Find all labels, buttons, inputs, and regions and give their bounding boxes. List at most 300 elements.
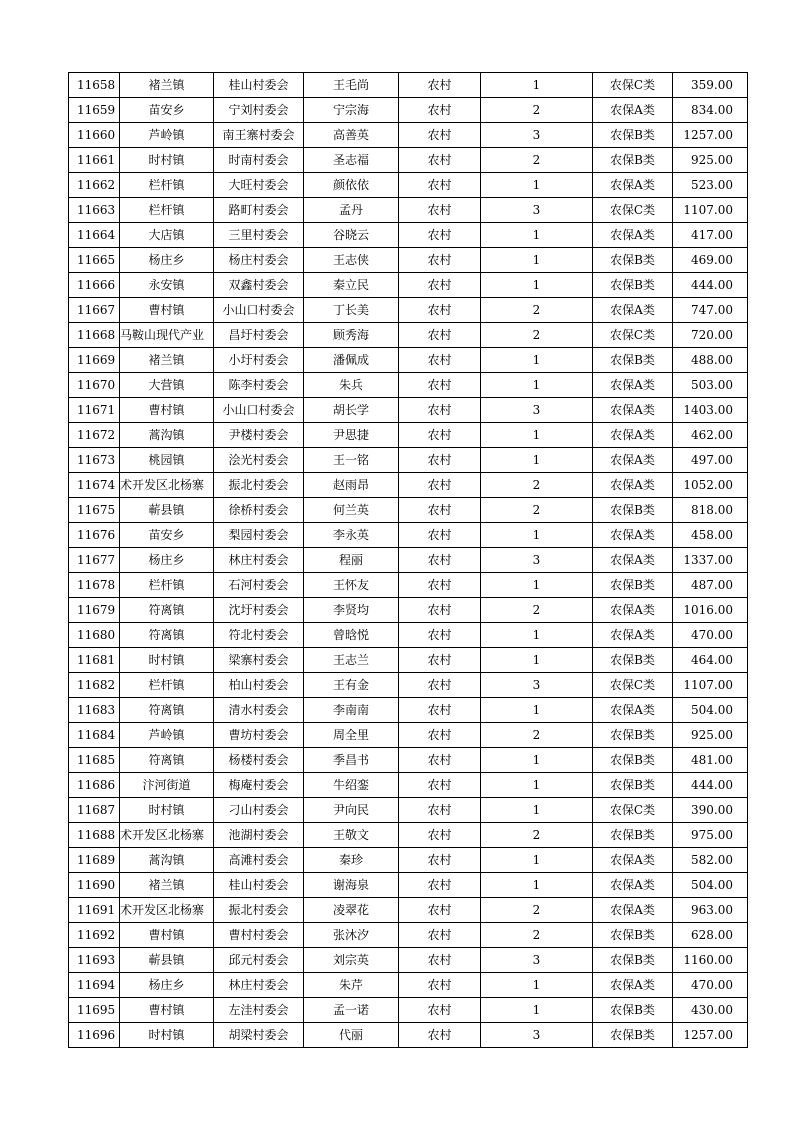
amount-cell: 488.00 [673, 348, 748, 373]
record-id-cell: 11661 [69, 148, 120, 173]
table-row [69, 248, 748, 273]
area-type-cell: 农村 [399, 123, 481, 148]
person-name-cell: 王有金 [304, 673, 399, 698]
village-committee-cell: 杨庄村委会 [214, 248, 304, 273]
person-name-cell: 潘佩成 [304, 348, 399, 373]
record-id-cell: 11672 [69, 423, 120, 448]
town-cell: 杨庄乡 [120, 973, 214, 998]
record-id-cell: 11663 [69, 198, 120, 223]
insurance-category-cell: 农保C类 [593, 673, 673, 698]
table-row [69, 1023, 748, 1048]
record-id-cell: 11677 [69, 548, 120, 573]
area-type-cell: 农村 [399, 798, 481, 823]
person-name-cell: 朱芹 [304, 973, 399, 998]
insurance-category-cell: 农保B类 [593, 823, 673, 848]
table-row [69, 348, 748, 373]
record-id-cell: 11658 [69, 73, 120, 98]
household-count-cell: 1 [481, 748, 593, 773]
village-committee-cell: 沈圩村委会 [214, 598, 304, 623]
record-id-cell: 11682 [69, 673, 120, 698]
town-cell: 蒿沟镇 [120, 423, 214, 448]
amount-cell: 444.00 [673, 273, 748, 298]
table-row [69, 573, 748, 598]
household-count-cell: 1 [481, 448, 593, 473]
village-committee-cell: 三里村委会 [214, 223, 304, 248]
household-count-cell: 1 [481, 848, 593, 873]
household-count-cell: 2 [481, 598, 593, 623]
village-committee-cell: 杨楼村委会 [214, 748, 304, 773]
area-type-cell: 农村 [399, 698, 481, 723]
area-type-cell: 农村 [399, 723, 481, 748]
table-row [69, 673, 748, 698]
person-name-cell: 曾晗悦 [304, 623, 399, 648]
area-type-cell: 农村 [399, 298, 481, 323]
area-type-cell: 农村 [399, 948, 481, 973]
record-id-cell: 11670 [69, 373, 120, 398]
town-cell: 蕲县镇 [120, 498, 214, 523]
village-committee-cell: 路町村委会 [214, 198, 304, 223]
household-count-cell: 2 [481, 898, 593, 923]
village-committee-cell: 大旺村委会 [214, 173, 304, 198]
household-count-cell: 1 [481, 273, 593, 298]
insurance-category-cell: 农保B类 [593, 148, 673, 173]
person-name-cell: 代丽 [304, 1023, 399, 1048]
table-row [69, 123, 748, 148]
record-id-cell: 11665 [69, 248, 120, 273]
person-name-cell: 王敬文 [304, 823, 399, 848]
table-row [69, 648, 748, 673]
town-cell: 芦岭镇 [120, 723, 214, 748]
table-row [69, 548, 748, 573]
insurance-category-cell: 农保B类 [593, 773, 673, 798]
town-cell: 符离镇 [120, 698, 214, 723]
amount-cell: 469.00 [673, 248, 748, 273]
village-committee-cell: 小圩村委会 [214, 348, 304, 373]
table-row [69, 423, 748, 448]
area-type-cell: 农村 [399, 173, 481, 198]
person-name-cell: 周全里 [304, 723, 399, 748]
town-cell: 苗安乡 [120, 98, 214, 123]
insurance-category-cell: 农保B类 [593, 748, 673, 773]
insurance-category-cell: 农保A类 [593, 898, 673, 923]
record-id-cell: 11687 [69, 798, 120, 823]
amount-cell: 430.00 [673, 998, 748, 1023]
area-type-cell: 农村 [399, 248, 481, 273]
amount-cell: 444.00 [673, 773, 748, 798]
household-count-cell: 1 [481, 623, 593, 648]
town-cell: 符离镇 [120, 623, 214, 648]
person-name-cell: 赵雨昂 [304, 473, 399, 498]
table-row [69, 873, 748, 898]
area-type-cell: 农村 [399, 973, 481, 998]
insurance-category-cell: 农保B类 [593, 348, 673, 373]
town-cell: 桃园镇 [120, 448, 214, 473]
person-name-cell: 谷晓云 [304, 223, 399, 248]
area-type-cell: 农村 [399, 498, 481, 523]
table-row [69, 498, 748, 523]
amount-cell: 1257.00 [673, 123, 748, 148]
record-id-cell: 11693 [69, 948, 120, 973]
area-type-cell: 农村 [399, 473, 481, 498]
household-count-cell: 3 [481, 548, 593, 573]
town-cell: 芦岭镇 [120, 123, 214, 148]
town-cell: 马鞍山现代产业 [120, 323, 214, 348]
amount-cell: 628.00 [673, 923, 748, 948]
amount-cell: 470.00 [673, 973, 748, 998]
town-cell: 大店镇 [120, 223, 214, 248]
amount-cell: 481.00 [673, 748, 748, 773]
village-committee-cell: 邱元村委会 [214, 948, 304, 973]
table-row [69, 898, 748, 923]
area-type-cell: 农村 [399, 923, 481, 948]
town-cell: 时村镇 [120, 1023, 214, 1048]
table-row [69, 998, 748, 1023]
record-id-cell: 11666 [69, 273, 120, 298]
household-count-cell: 2 [481, 498, 593, 523]
household-count-cell: 1 [481, 973, 593, 998]
person-name-cell: 孟丹 [304, 198, 399, 223]
area-type-cell: 农村 [399, 98, 481, 123]
insurance-category-cell: 农保A类 [593, 598, 673, 623]
village-committee-cell: 昌圩村委会 [214, 323, 304, 348]
household-count-cell: 1 [481, 648, 593, 673]
record-id-cell: 11667 [69, 298, 120, 323]
town-cell: 符离镇 [120, 748, 214, 773]
record-id-cell: 11674 [69, 473, 120, 498]
table-row [69, 223, 748, 248]
record-id-cell: 11660 [69, 123, 120, 148]
area-type-cell: 农村 [399, 73, 481, 98]
insurance-category-cell: 农保A类 [593, 973, 673, 998]
village-committee-cell: 曹坊村委会 [214, 723, 304, 748]
person-name-cell: 程丽 [304, 548, 399, 573]
record-id-cell: 11692 [69, 923, 120, 948]
area-type-cell: 农村 [399, 198, 481, 223]
amount-cell: 925.00 [673, 723, 748, 748]
town-cell: 栏杆镇 [120, 673, 214, 698]
table-row [69, 198, 748, 223]
table-row [69, 798, 748, 823]
town-cell: 苗安乡 [120, 523, 214, 548]
household-count-cell: 1 [481, 173, 593, 198]
village-committee-cell: 桂山村委会 [214, 873, 304, 898]
town-cell: 曹村镇 [120, 923, 214, 948]
insurance-category-cell: 农保A类 [593, 423, 673, 448]
person-name-cell: 王一铭 [304, 448, 399, 473]
amount-cell: 458.00 [673, 523, 748, 548]
area-type-cell: 农村 [399, 148, 481, 173]
insurance-category-cell: 农保B类 [593, 923, 673, 948]
town-cell: 蒿沟镇 [120, 848, 214, 873]
area-type-cell: 农村 [399, 773, 481, 798]
area-type-cell: 农村 [399, 998, 481, 1023]
town-cell: 术开发区北杨寨 [120, 823, 214, 848]
town-cell: 褚兰镇 [120, 348, 214, 373]
area-type-cell: 农村 [399, 223, 481, 248]
village-committee-cell: 符北村委会 [214, 623, 304, 648]
record-id-cell: 11678 [69, 573, 120, 598]
village-committee-cell: 梁寨村委会 [214, 648, 304, 673]
person-name-cell: 颜依依 [304, 173, 399, 198]
record-id-cell: 11664 [69, 223, 120, 248]
record-id-cell: 11689 [69, 848, 120, 873]
amount-cell: 504.00 [673, 698, 748, 723]
area-type-cell: 农村 [399, 523, 481, 548]
record-id-cell: 11684 [69, 723, 120, 748]
table-row [69, 273, 748, 298]
record-id-cell: 11683 [69, 698, 120, 723]
town-cell: 术开发区北杨寨 [120, 898, 214, 923]
amount-cell: 523.00 [673, 173, 748, 198]
area-type-cell: 农村 [399, 748, 481, 773]
town-cell: 时村镇 [120, 798, 214, 823]
record-id-cell: 11681 [69, 648, 120, 673]
record-id-cell: 11659 [69, 98, 120, 123]
area-type-cell: 农村 [399, 648, 481, 673]
area-type-cell: 农村 [399, 423, 481, 448]
household-count-cell: 2 [481, 298, 593, 323]
amount-cell: 747.00 [673, 298, 748, 323]
person-name-cell: 谢海泉 [304, 873, 399, 898]
insurance-category-cell: 农保A类 [593, 523, 673, 548]
person-name-cell: 牛绍銮 [304, 773, 399, 798]
person-name-cell: 宁宗海 [304, 98, 399, 123]
village-committee-cell: 曹村村委会 [214, 923, 304, 948]
person-name-cell: 丁长美 [304, 298, 399, 323]
amount-cell: 1052.00 [673, 473, 748, 498]
insurance-category-cell: 农保B类 [593, 723, 673, 748]
area-type-cell: 农村 [399, 673, 481, 698]
record-id-cell: 11680 [69, 623, 120, 648]
amount-cell: 720.00 [673, 323, 748, 348]
amount-cell: 504.00 [673, 873, 748, 898]
town-cell: 蕲县镇 [120, 948, 214, 973]
amount-cell: 1107.00 [673, 673, 748, 698]
area-type-cell: 农村 [399, 898, 481, 923]
town-cell: 杨庄乡 [120, 248, 214, 273]
insurance-category-cell: 农保A类 [593, 398, 673, 423]
town-cell: 汴河街道 [120, 773, 214, 798]
area-type-cell: 农村 [399, 623, 481, 648]
amount-cell: 963.00 [673, 898, 748, 923]
village-committee-cell: 梨园村委会 [214, 523, 304, 548]
household-count-cell: 1 [481, 348, 593, 373]
area-type-cell: 农村 [399, 373, 481, 398]
table-row [69, 98, 748, 123]
person-name-cell: 王志侠 [304, 248, 399, 273]
table-row [69, 398, 748, 423]
table-row [69, 748, 748, 773]
person-name-cell: 李南南 [304, 698, 399, 723]
area-type-cell: 农村 [399, 323, 481, 348]
person-name-cell: 胡长学 [304, 398, 399, 423]
insurance-category-cell: 农保C类 [593, 798, 673, 823]
record-id-cell: 11691 [69, 898, 120, 923]
table-row [69, 973, 748, 998]
village-committee-cell: 左洼村委会 [214, 998, 304, 1023]
household-count-cell: 1 [481, 423, 593, 448]
village-committee-cell: 双鑫村委会 [214, 273, 304, 298]
person-name-cell: 张沐汐 [304, 923, 399, 948]
person-name-cell: 季昌书 [304, 748, 399, 773]
household-count-cell: 2 [481, 823, 593, 848]
table-row [69, 298, 748, 323]
insurance-category-cell: 农保A类 [593, 873, 673, 898]
insurance-category-cell: 农保A类 [593, 173, 673, 198]
household-count-cell: 1 [481, 373, 593, 398]
household-count-cell: 1 [481, 998, 593, 1023]
village-committee-cell: 林庄村委会 [214, 548, 304, 573]
table-row [69, 173, 748, 198]
household-count-cell: 3 [481, 948, 593, 973]
person-name-cell: 王毛尚 [304, 73, 399, 98]
table-row [69, 948, 748, 973]
area-type-cell: 农村 [399, 448, 481, 473]
village-committee-cell: 浍光村委会 [214, 448, 304, 473]
insurance-category-cell: 农保B类 [593, 1023, 673, 1048]
town-cell: 褚兰镇 [120, 873, 214, 898]
insurance-category-cell: 农保C类 [593, 198, 673, 223]
village-committee-cell: 陈李村委会 [214, 373, 304, 398]
amount-cell: 834.00 [673, 98, 748, 123]
area-type-cell: 农村 [399, 848, 481, 873]
amount-cell: 1107.00 [673, 198, 748, 223]
record-id-cell: 11671 [69, 398, 120, 423]
table-row [69, 623, 748, 648]
area-type-cell: 农村 [399, 273, 481, 298]
area-type-cell: 农村 [399, 398, 481, 423]
household-count-cell: 3 [481, 398, 593, 423]
insurance-category-cell: 农保C类 [593, 323, 673, 348]
table-row [69, 323, 748, 348]
insurance-category-cell: 农保C类 [593, 73, 673, 98]
amount-cell: 1337.00 [673, 548, 748, 573]
household-count-cell: 2 [481, 323, 593, 348]
person-name-cell: 孟一诺 [304, 998, 399, 1023]
record-id-cell: 11695 [69, 998, 120, 1023]
village-committee-cell: 小山口村委会 [214, 398, 304, 423]
town-cell: 杨庄乡 [120, 548, 214, 573]
record-id-cell: 11675 [69, 498, 120, 523]
household-count-cell: 2 [481, 148, 593, 173]
town-cell: 时村镇 [120, 148, 214, 173]
table-row [69, 698, 748, 723]
village-committee-cell: 振北村委会 [214, 473, 304, 498]
village-committee-cell: 徐桥村委会 [214, 498, 304, 523]
town-cell: 曹村镇 [120, 398, 214, 423]
household-count-cell: 1 [481, 223, 593, 248]
area-type-cell: 农村 [399, 1023, 481, 1048]
table-row [69, 923, 748, 948]
insurance-category-cell: 农保B类 [593, 998, 673, 1023]
town-cell: 曹村镇 [120, 998, 214, 1023]
amount-cell: 975.00 [673, 823, 748, 848]
person-name-cell: 李永英 [304, 523, 399, 548]
table-row [69, 773, 748, 798]
record-id-cell: 11688 [69, 823, 120, 848]
record-id-cell: 11679 [69, 598, 120, 623]
record-id-cell: 11694 [69, 973, 120, 998]
table-row [69, 448, 748, 473]
household-count-cell: 1 [481, 873, 593, 898]
amount-cell: 464.00 [673, 648, 748, 673]
amount-cell: 487.00 [673, 573, 748, 598]
town-cell: 栏杆镇 [120, 573, 214, 598]
household-count-cell: 1 [481, 73, 593, 98]
record-id-cell: 11668 [69, 323, 120, 348]
record-id-cell: 11696 [69, 1023, 120, 1048]
town-cell: 褚兰镇 [120, 73, 214, 98]
person-name-cell: 何兰英 [304, 498, 399, 523]
person-name-cell: 李贤均 [304, 598, 399, 623]
household-count-cell: 1 [481, 698, 593, 723]
amount-cell: 925.00 [673, 148, 748, 173]
person-name-cell: 尹向民 [304, 798, 399, 823]
table-row [69, 148, 748, 173]
amount-cell: 1016.00 [673, 598, 748, 623]
record-id-cell: 11685 [69, 748, 120, 773]
table-row [69, 473, 748, 498]
amount-cell: 818.00 [673, 498, 748, 523]
village-committee-cell: 尹楼村委会 [214, 423, 304, 448]
amount-cell: 582.00 [673, 848, 748, 873]
insurance-category-cell: 农保B类 [593, 948, 673, 973]
amount-cell: 497.00 [673, 448, 748, 473]
record-id-cell: 11676 [69, 523, 120, 548]
village-committee-cell: 林庄村委会 [214, 973, 304, 998]
insurance-category-cell: 农保A类 [593, 98, 673, 123]
person-name-cell: 刘宗英 [304, 948, 399, 973]
person-name-cell: 高善英 [304, 123, 399, 148]
village-committee-cell: 小山口村委会 [214, 298, 304, 323]
village-committee-cell: 振北村委会 [214, 898, 304, 923]
town-cell: 曹村镇 [120, 298, 214, 323]
town-cell: 符离镇 [120, 598, 214, 623]
village-committee-cell: 刁山村委会 [214, 798, 304, 823]
table-row [69, 373, 748, 398]
household-count-cell: 3 [481, 198, 593, 223]
town-cell: 栏杆镇 [120, 198, 214, 223]
village-committee-cell: 时南村委会 [214, 148, 304, 173]
village-committee-cell: 高滩村委会 [214, 848, 304, 873]
household-count-cell: 2 [481, 723, 593, 748]
amount-cell: 359.00 [673, 73, 748, 98]
person-name-cell: 顾秀海 [304, 323, 399, 348]
town-cell: 大营镇 [120, 373, 214, 398]
household-count-cell: 1 [481, 248, 593, 273]
area-type-cell: 农村 [399, 348, 481, 373]
town-cell: 栏杆镇 [120, 173, 214, 198]
record-id-cell: 11690 [69, 873, 120, 898]
household-count-cell: 2 [481, 923, 593, 948]
amount-cell: 390.00 [673, 798, 748, 823]
table-body [69, 73, 748, 1048]
household-count-cell: 1 [481, 573, 593, 598]
table-row [69, 523, 748, 548]
record-id-cell: 11662 [69, 173, 120, 198]
insurance-category-cell: 农保A类 [593, 373, 673, 398]
area-type-cell: 农村 [399, 873, 481, 898]
insurance-category-cell: 农保A类 [593, 548, 673, 573]
village-committee-cell: 桂山村委会 [214, 73, 304, 98]
insurance-category-cell: 农保A类 [593, 623, 673, 648]
village-committee-cell: 胡梁村委会 [214, 1023, 304, 1048]
household-count-cell: 3 [481, 1023, 593, 1048]
data-table [68, 72, 748, 1048]
insurance-category-cell: 农保B类 [593, 648, 673, 673]
village-committee-cell: 清水村委会 [214, 698, 304, 723]
table-row [69, 73, 748, 98]
